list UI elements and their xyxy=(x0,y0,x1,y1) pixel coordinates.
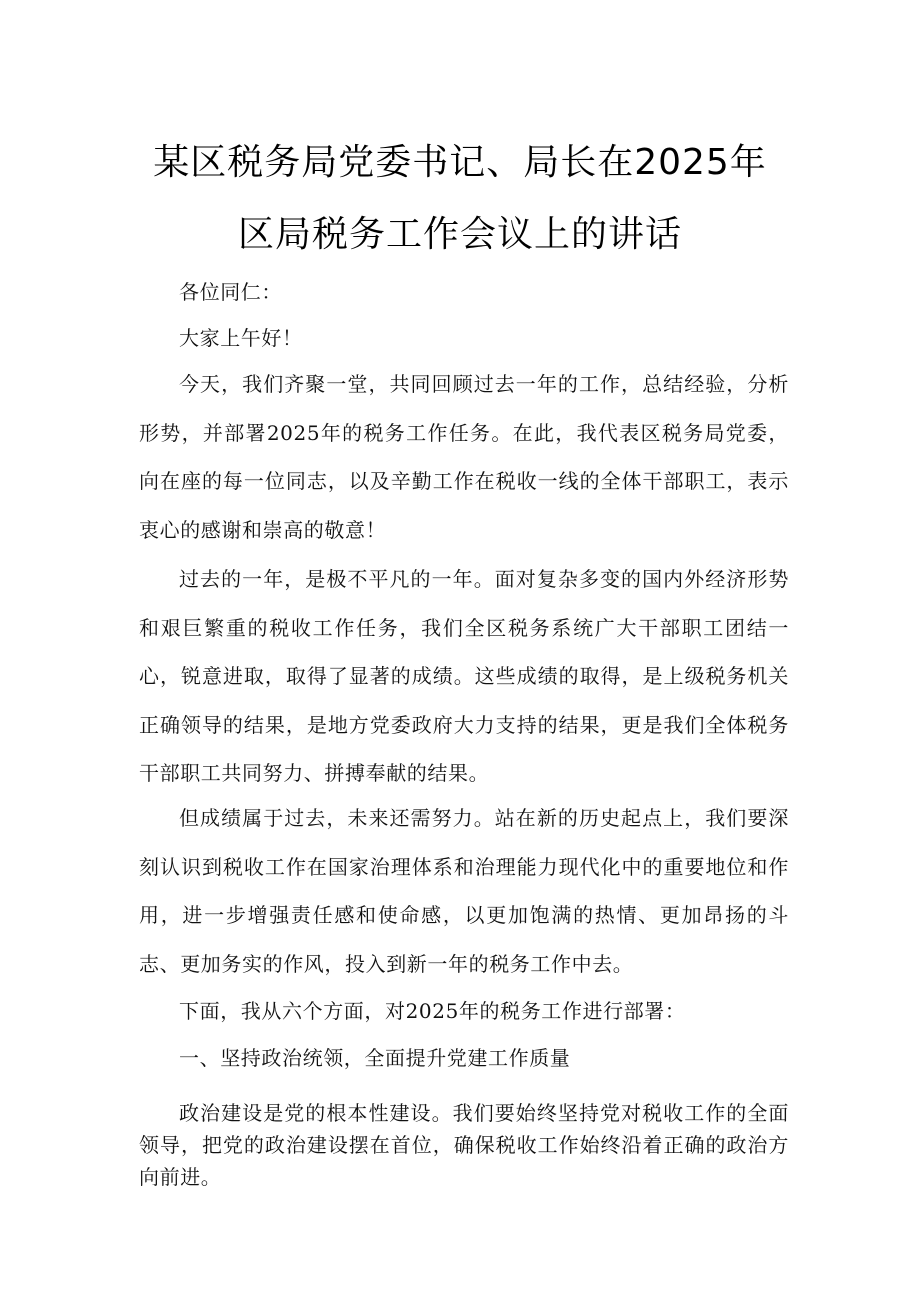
document-title-line-2: 区局税务工作会议上的讲话 xyxy=(237,214,682,255)
section-heading-1: 一、坚持政治统领，全面提升党建工作质量 xyxy=(179,1046,571,1070)
paragraph-outlook: 但成绩属于过去，未来还需努力。站在新的历史起点上，我们要深刻认识到税收工作在国家治理体系和治理能力现代化中的重要地位和作用，进一步增强责任感和使命感，以更加饱满的热情、更加昂扬的斗志、更加务实的作风，投入到新一年的税务工作中去。 xyxy=(139,806,789,976)
greeting: 大家上午好！ xyxy=(179,326,303,350)
salutation: 各位同仁： xyxy=(179,280,282,304)
paragraph-deployment-intro: 下面，我从六个方面，对2025年的税务工作进行部署： xyxy=(179,999,686,1023)
paragraph-opening: 今天，我们齐聚一堂，共同回顾过去一年的工作，总结经验，分析形势，并部署2025年的税务工作任务。在此，我代表区税务局党委，向在座的每一位同志，以及辛勤工作在税收一线的全体干部职工，表示衷心的感谢和崇高的敬意！ xyxy=(139,372,789,542)
document-title-line-1: 某区税务局党委书记、局长在2025年 xyxy=(153,142,767,183)
paragraph-political-building: 政治建设是党的根本性建设。我们要始终坚持党对税收工作的全面领导，把党的政治建设摆在首位，确保税收工作始终沿着正确的政治方向前进。 xyxy=(139,1101,789,1189)
paragraph-review: 过去的一年，是极不平凡的一年。面对复杂多变的国内外经济形势和艰巨繁重的税收工作任务，我们全区税务系统广大干部职工团结一心，锐意进取，取得了显著的成绩。这些成绩的取得，是上级税务机关正确领导的结果，是地方党委政府大力支持的结果，更是我们全体税务干部职工共同努力、拼搏奉献的结果。 xyxy=(139,567,789,785)
